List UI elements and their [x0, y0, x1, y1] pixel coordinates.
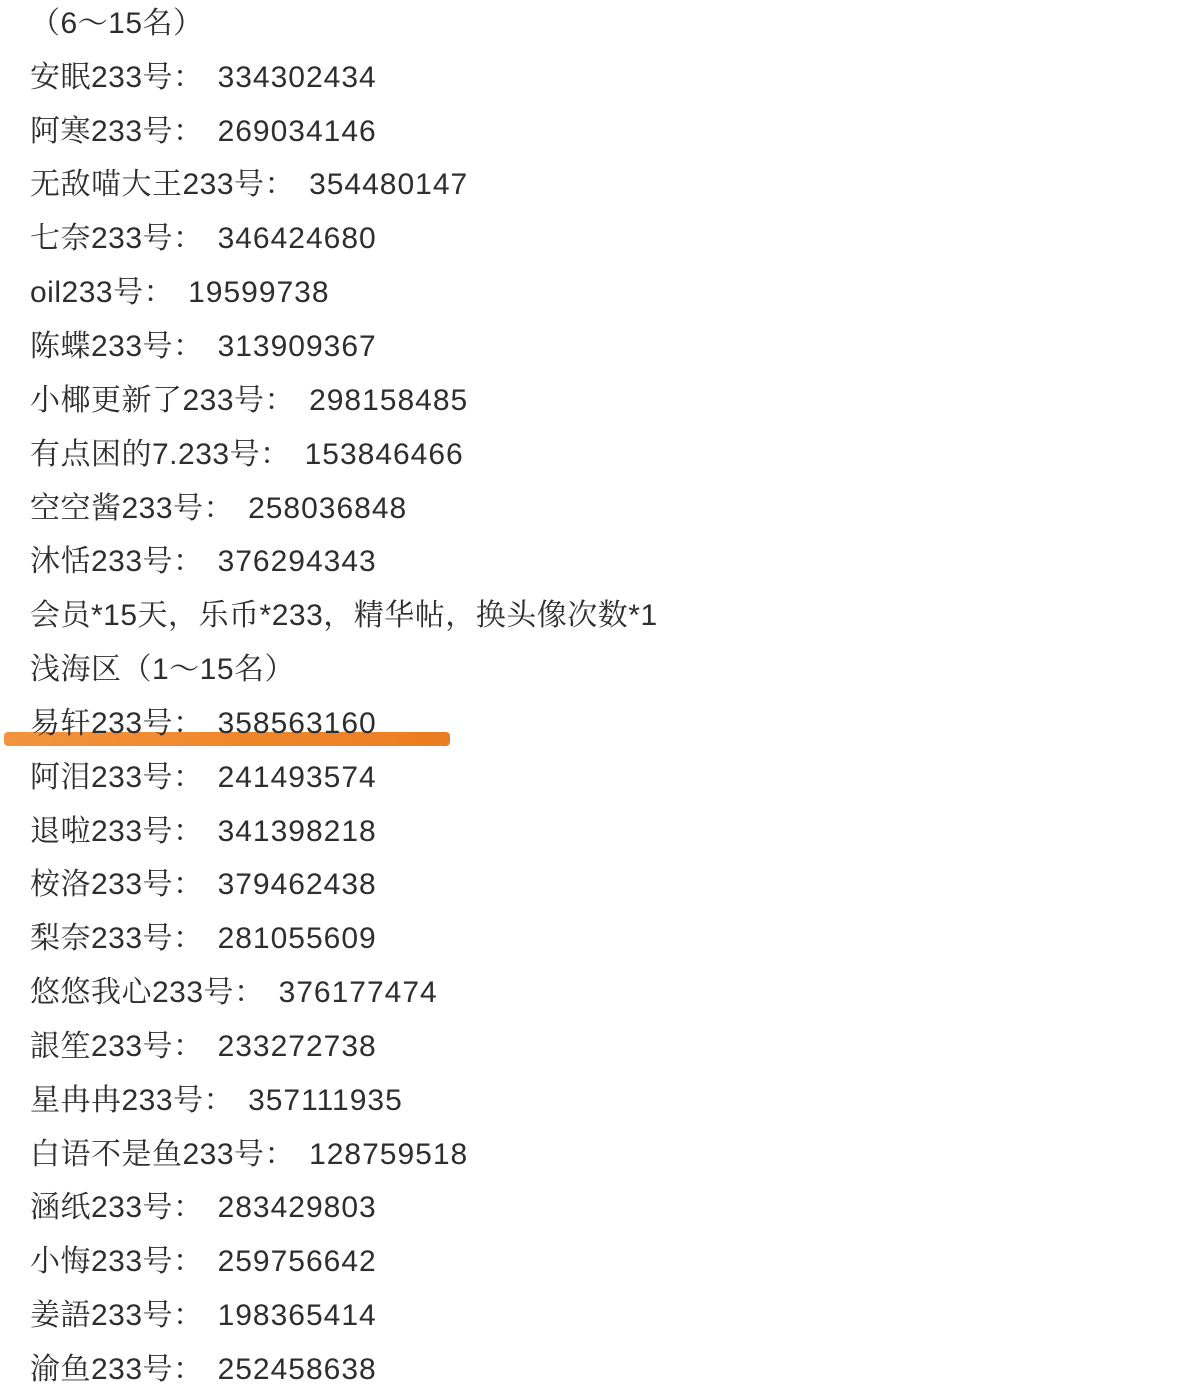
player-id: 334302434	[217, 60, 377, 94]
player-name: 梨奈233号	[30, 922, 174, 956]
player-id: 258036848	[248, 491, 408, 525]
name-id-separator: ：	[173, 222, 204, 256]
player-name: 阿寒233号	[30, 114, 174, 148]
player-name: 有点困的7.233号	[30, 437, 261, 471]
player-name: 易轩233号	[30, 706, 174, 740]
name-id-separator: ：	[173, 760, 204, 794]
player-id: 376294343	[217, 545, 377, 579]
name-id-separator: ：	[173, 1245, 204, 1279]
rank-entry-row	[30, 912, 1200, 966]
name-id-separator: ：	[173, 706, 204, 740]
rank-entry-row	[30, 1235, 1200, 1289]
name-id-separator: ：	[260, 437, 291, 471]
name-id-separator: ：	[173, 60, 204, 94]
player-name: 陈蝶233号	[30, 329, 174, 363]
player-name: 小悔233号	[30, 1245, 174, 1279]
section-header-text: 浅海区（1～15名）	[30, 653, 296, 687]
name-id-separator: ：	[173, 329, 204, 363]
name-id-separator: ：	[264, 1137, 296, 1171]
rank-entry-row	[30, 159, 1200, 213]
name-id-separator: ：	[173, 1191, 204, 1225]
name-id-separator: ：	[203, 491, 235, 525]
player-id: 259756642	[217, 1245, 377, 1279]
player-id: 252458638	[217, 1353, 377, 1387]
name-id-separator: ：	[173, 814, 204, 848]
name-id-separator: ：	[143, 276, 175, 310]
rank-entry-row	[30, 428, 1200, 482]
name-id-separator: ：	[173, 868, 204, 902]
rank-entry-row	[30, 482, 1200, 536]
reward-text: 会员*15天，乐币*233，精华帖，换头像次数*1	[30, 599, 658, 633]
name-id-separator: ：	[203, 1083, 235, 1117]
player-id: 354480147	[309, 168, 469, 202]
player-name: 白语不是鱼233号	[30, 1137, 265, 1171]
rank-entry-row	[30, 105, 1200, 159]
player-name: 七奈233号	[30, 222, 174, 256]
player-name: 空空酱233号	[30, 491, 204, 525]
player-name: 渝鱼233号	[30, 1353, 174, 1387]
rank-entry-row	[30, 51, 1200, 105]
player-id: 358563160	[217, 706, 377, 740]
rank-entry-row	[30, 212, 1200, 266]
rank-entry-row	[30, 1343, 1200, 1387]
rank-entry-row	[30, 859, 1200, 913]
rank-entry-row	[30, 320, 1200, 374]
rank-entry-row	[30, 535, 1200, 589]
player-id: 281055609	[217, 922, 377, 956]
player-name: 无敌喵大王233号	[30, 168, 265, 202]
name-id-separator: ：	[173, 1353, 204, 1387]
player-id: 298158485	[309, 383, 469, 417]
name-id-separator: ：	[173, 1299, 204, 1333]
section-header-text: （6～15名）	[30, 6, 204, 40]
rank-entry-row	[30, 697, 1200, 751]
player-name: 小椰更新了233号	[30, 383, 265, 417]
player-name: 悠悠我心233号	[30, 976, 235, 1010]
name-id-separator: ：	[234, 976, 265, 1010]
rank-entry-row	[30, 1182, 1200, 1236]
section-header-row	[30, 643, 1200, 697]
rank-entry-row	[30, 966, 1200, 1020]
rank-entry-row	[30, 805, 1200, 859]
name-id-separator: ：	[173, 545, 204, 579]
rank-entry-row	[30, 1074, 1200, 1128]
player-id: 341398218	[217, 814, 377, 848]
rank-entry-row	[30, 1020, 1200, 1074]
name-id-separator: ：	[173, 1029, 204, 1063]
player-id: 241493574	[217, 760, 377, 794]
player-name: 退啦233号	[30, 814, 174, 848]
player-id: 198365414	[217, 1299, 377, 1333]
player-id: 19599738	[188, 276, 330, 310]
rank-entry-row	[30, 1128, 1200, 1182]
player-id: 233272738	[217, 1029, 377, 1063]
player-name: 安眠233号	[30, 60, 174, 94]
player-id: 376177474	[278, 976, 438, 1010]
player-id: 313909367	[217, 329, 377, 363]
player-id: 346424680	[217, 222, 377, 256]
player-id: 379462438	[217, 868, 377, 902]
player-id: 283429803	[217, 1191, 377, 1225]
section-header-row	[30, 0, 1200, 51]
rank-entry-row	[30, 751, 1200, 805]
player-name: 桉洛233号	[30, 868, 174, 902]
reward-description-row	[30, 589, 1200, 643]
name-id-separator: ：	[173, 922, 204, 956]
rank-entry-row	[30, 266, 1200, 320]
player-name: 詪笙233号	[30, 1029, 174, 1063]
player-name: 涵纸233号	[30, 1191, 174, 1225]
rank-entry-row	[30, 374, 1200, 428]
player-id: 128759518	[309, 1137, 469, 1171]
player-name: 阿泪233号	[30, 760, 174, 794]
player-id: 153846466	[304, 437, 464, 471]
rank-entry-row	[30, 1289, 1200, 1343]
player-name: oil233号	[30, 276, 144, 310]
player-id: 269034146	[217, 114, 377, 148]
name-id-separator: ：	[264, 383, 296, 417]
player-id: 357111935	[248, 1083, 403, 1117]
player-name: 姜語233号	[30, 1299, 174, 1333]
name-id-separator: ：	[173, 114, 204, 148]
name-id-separator: ：	[264, 168, 296, 202]
player-name: 星冉冉233号	[30, 1083, 204, 1117]
player-name: 沐恬233号	[30, 545, 174, 579]
